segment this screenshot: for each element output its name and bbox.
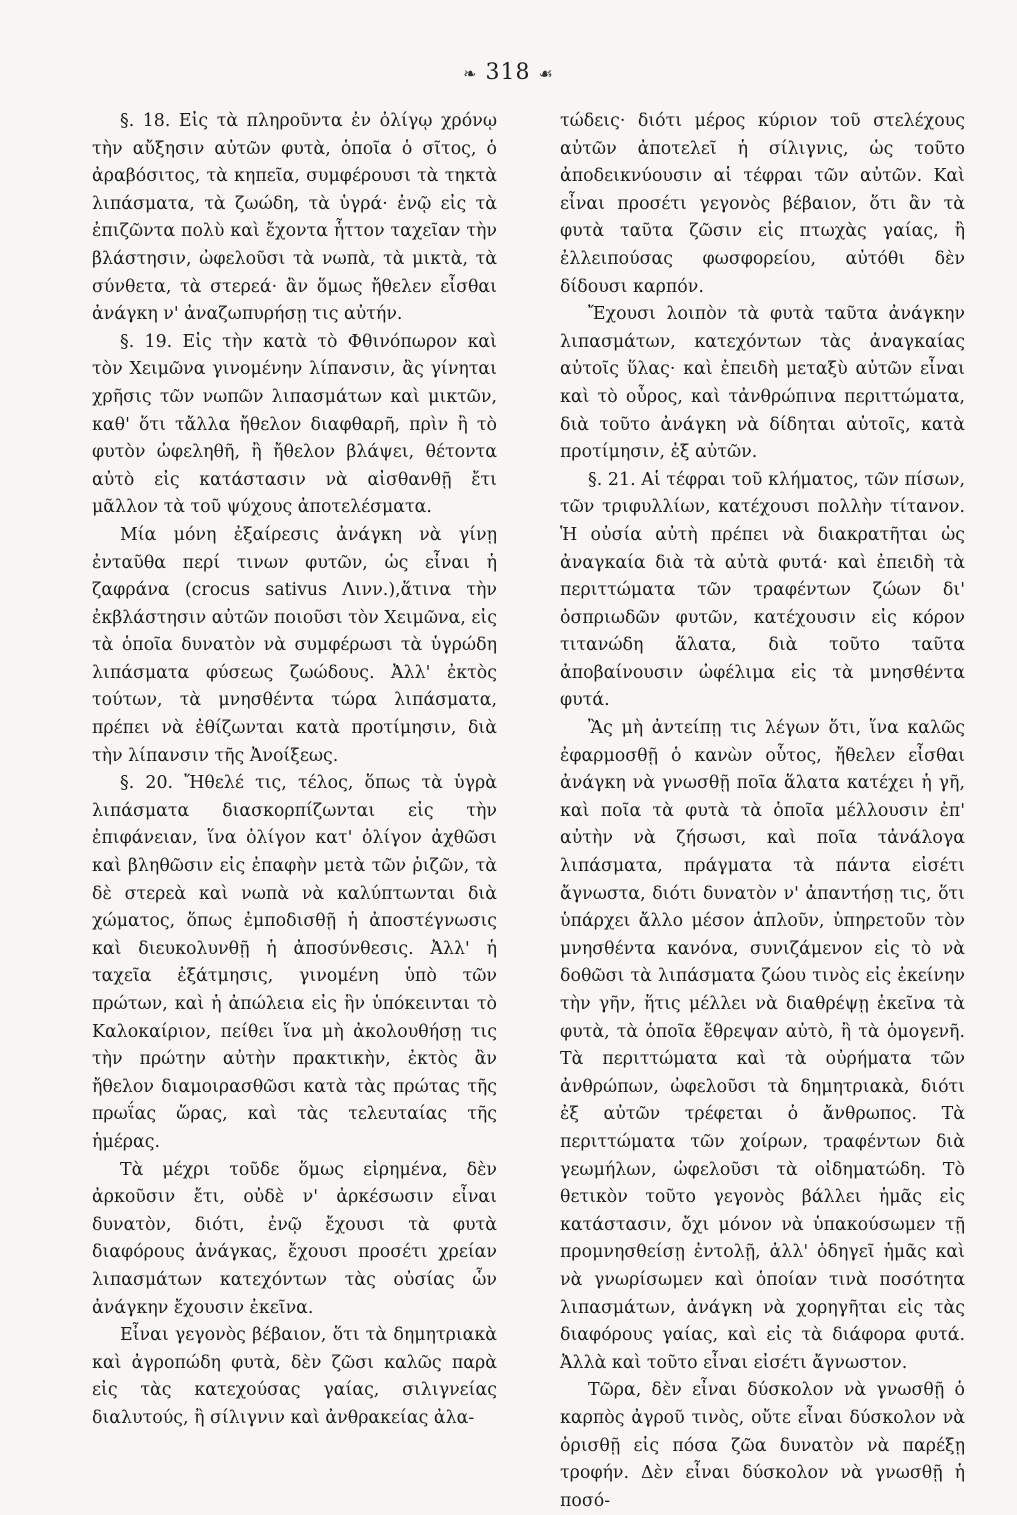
left-column (92, 108, 497, 1433)
paragraph-conclusion: Τῶρα, δὲν εἶναι δύσκολον νὰ γνωσθῇ ὁ καρπὸς ἀγροῦ τινὸς, οὔτε εἶναι δύσκολον νὰ ὁρισθῇ εἰς πόσα ζῶα δυνατὸν νὰ παρέξῃ τροφήν. Δὲν εἶναι δύσκολον νὰ γνωσθῇ ἡ ποσό- (560, 1380, 965, 1511)
ornament-right-icon: ☙ (538, 64, 554, 83)
paragraph-needs: Τὰ μέχρι τοῦδε ὅμως εἰρημένα, δὲν ἀρκοῦσιν ἔτι, οὐδὲ ν' ἀρκέσωσιν εἶναι δυνατὸν, διότι, ἐνῷ ἔχουσι τὰ φυτὰ διαφόρους ἀνάγκας, ἔχουσι προσέτι χρείαν λιπασμάτων κατεχόντων τὰς οὐσίας ὧν ἀνάγκην ἔχουσιν ἐκεῖνα. (92, 1159, 497, 1318)
page-header (0, 60, 1017, 85)
paragraph-section-18: §. 18. Εἰς τὰ πληροῦντα ἐν ὀλίγῳ χρόνῳ τὴν αὔξησιν αὐτῶν φυτὰ, ὁποῖα ὁ σῖτος, ὁ ἀραβόσιτος, τὰ κηπεῖα, συμφέρουσι τὰ τηκτὰ λιπάσματα, τὰ ζωώδη, τὰ ὑγρά· ἐνῷ εἰς τὰ ἐπιζῶντα πολὺ καὶ ἔχοντα ἧττον ταχεῖαν τὴν βλάστησιν, ὠφελοῦσι τὰ νωπὰ, τὰ μικτὰ, τὰ σύνθετα, τὰ στερεά· ἂν ὅμως ἤθελεν εἶσθαι ἀνάγκη ν' ἀναζωπυρήσῃ τις αὐτήν. (92, 111, 497, 325)
page-number: 318 (485, 60, 531, 85)
paragraph-exception: Μία μόνη ἐξαίρεσις ἀνάγκη νὰ γίνῃ ἐνταῦθα περί τινων φυτῶν, ὡς εἶναι ἡ ζαφράνα (crocus sativus Λινν.),ἅτινα τὴν ἐκβλάστησιν αὐτῶν ποιοῦσι τὸν Χειμῶνα, εἰς τὰ ὁποῖα δυνατὸν νὰ συμφέρωσι τὰ ὑγρώδη λιπάσματα φύσεως ζωώδους. Ἀλλ' ἐκτὸς τούτων, τὰ μνησθέντα τώρα λιπάσματα, πρέπει νὰ ἐθίζωνται κατὰ προτίμησιν, διὰ τὴν λίπανσιν τῆς Ἀνοίξεως. (92, 524, 497, 766)
paragraph-objection: Ἂς μὴ ἀντείπῃ τις λέγων ὅτι, ἵνα καλῶς ἐφαρμοσθῇ ὁ κανὼν οὗτος, ἤθελεν εἶσθαι ἀνάγκη νὰ γνωσθῇ ποῖα ἅλατα κατέχει ἡ γῆ, καὶ ποῖα τὰ φυτὰ τὰ ὁποῖα μέλλουσιν ἐπ' αὐτὴν νὰ ζήσωσι, καὶ ποῖα τἀνάλογα λιπάσματα, πράγματα τὰ πάντα εἰσέτι ἄγνωστα, διότι δυνατὸν ν' ἀπαντήσῃ τις, ὅτι ὑπάρχει ἄλλο μέσον ἁπλοῦν, ὑπηρετοῦν τὸν μνησθέντα κανόνα, συνιζάμενον εἰς τὸ νὰ δοθῶσι τὰ λιπάσματα ζώου τινὸς εἰς ἐκείνην τὴν γῆν, ἥτις μέλλει νὰ διαθρέψῃ ἐκεῖνα τὰ φυτὰ, τὰ ὁποῖα ἔθρεψαν αὐτὸ, ἢ τὰ ὁμογενῆ. Τὰ περιττώματα καὶ τὰ οὐρήματα τῶν ἀνθρώπων, ὠφελοῦσι τὰ δημητριακὰ, διότι ἐξ αὐτῶν τρέφεται ὁ ἄνθρωπος. Τὰ περιττώματα τῶν χοίρων, τραφέντων διὰ γεωμήλων, ὠφελοῦσι τὰ οἰδηματώδη. Τὸ θετικὸν τοῦτο γεγονὸς βάλλει ἡμᾶς εἰς κατάστασιν, ὄχι μόνον νὰ ὑπακούσωμεν τῇ προμνησθείσῃ ἐντολῇ, ἀλλ' ὁδηγεῖ ἡμᾶς καὶ νὰ γνωρίσωμεν καὶ ὁποίαν τινὰ ποσότητα λιπασμάτων, ἀνάγκη νὰ χορηγῆται εἰς τὰς διαφόρους γαίας, καὶ εἰς τὰ διάφορα φυτά. Ἀλλὰ καὶ τοῦτο εἶναι εἰσέτι ἄγνωστον. (560, 718, 965, 1373)
paragraph-section-21: §. 21. Αἱ τέφραι τοῦ κλήματος, τῶν πίσων, τῶν τριφυλλίων, κατέχουσι πολλὴν τίτανον. Ἡ οὐσία αὐτὴ πρέπει νὰ διακρατῆται ὡς ἀναγκαία διὰ τὰ αὐτὰ φυτά· καὶ ἐπειδὴ τὰ περιττώματα τῶν τραφέντων ζώων δι' ὀσπριωδῶν φυτῶν, κατέχουσιν εἰς κόρον τιτανώδη ἅλατα, διὰ τοῦτο ταῦτα ἀποβαίνουσιν ὠφέλιμα εἰς τὰ μνησθέντα φυτά. (560, 469, 965, 711)
ornament-left-icon: ❧ (463, 64, 478, 83)
right-column (560, 108, 965, 1515)
paragraph-cereals-continued: τώδεις· διότι μέρος κύριον τοῦ στελέχους αὐτῶν ἀποτελεῖ ἡ σίλιγνις, ὡς τοῦτο ἀποδεικνύουσιν αἱ τέφραι τῶν αὐτῶν. Καὶ εἶναι προσέτι γεγονὸς βέβαιον, ὅτι ἂν τὰ φυτὰ ταῦτα ζῶσιν εἰς πτωχὰς γαίας, ἢ ἐλλειπούσας φωσφορείου, αὐτόθι δὲν δίδουσι καρπόν. (560, 111, 965, 297)
paragraph-fertilizer-needs: Ἔχουσι λοιπὸν τὰ φυτὰ ταῦτα ἀνάγκην λιπασμάτων, κατεχόντων τὰς ἀναγκαίας αὐτοῖς ὕλας· καὶ ἐπειδὴ μεταξὺ αὐτῶν εἶναι καὶ τὸ οὖρος, καὶ τἀνθρώπινα περιττώματα, διὰ τοῦτο ἀνάγκη νὰ δίδηται αὐτοῖς, κατὰ προτίμησιν, ἐξ αὐτῶν. (560, 304, 965, 463)
paragraph-section-19: §. 19. Εἰς τὴν κατὰ τὸ Φθινόπωρον καὶ τὸν Χειμῶνα γινομένην λίπανσιν, ἂς γίνηται χρῆσις τῶν νωπῶν λιπασμάτων καὶ μικτῶν, καθ' ὅτι τἄλλα ἤθελον διαφθαρῆ, πρὶν ἢ τὸ φυτὸν ὠφεληθῆ, ἢ ἤθελον βλάψει, θέτοντα αὐτὸ εἰς κατάστασιν νὰ αἰσθανθῇ ἔτι μᾶλλον τὰ τοῦ ψύχους ἀποτελέσματα. (92, 331, 497, 518)
paragraph-cereals: Εἶναι γεγονὸς βέβαιον, ὅτι τὰ δημητριακὰ καὶ ἀγροπώδη φυτὰ, δὲν ζῶσι καλῶς παρὰ εἰς τὰς κατεχούσας γαίας, σιλιγνείας διαλυτούς, ἢ σίλιγνιν καὶ ἀνθρακείας ἀλα- (92, 1325, 497, 1428)
paragraph-section-20: §. 20. Ἤθελέ τις, τέλος, ὅπως τὰ ὑγρὰ λιπάσματα διασκορπίζωνται εἰς τὴν ἐπιφάνειαν, ἵνα ὀλίγον κατ' ὀλίγον ἀχθῶσι καὶ βληθῶσιν εἰς ἐπαφὴν μετὰ τῶν ῥιζῶν, τὰ δὲ στερεὰ καὶ νωπὰ νὰ καλύπτωνται διὰ χώματος, ὅπως ἐμποδισθῇ ἡ ἀποστέγνωσις καὶ διευκολυνθῇ ἡ ἀποσύνθεσις. Ἀλλ' ἡ ταχεῖα ἐξάτμησις, γινομένη ὑπὸ τῶν πρώτων, καὶ ἡ ἀπώλεια εἰς ἣν ὑπόκεινται τὸ Καλοκαίριον, πείθει ἵνα μὴ ἀκολουθήσῃ τις τὴν πρώτην αὐτὴν πρακτικὴν, ἐκτὸς ἂν ἤθελον διαμοιρασθῶσι κατὰ τὰς πρώτας τῆς πρωΐας ὥρας, καὶ τὰς τελευταίας τῆς ἡμέρας. (92, 773, 497, 1152)
